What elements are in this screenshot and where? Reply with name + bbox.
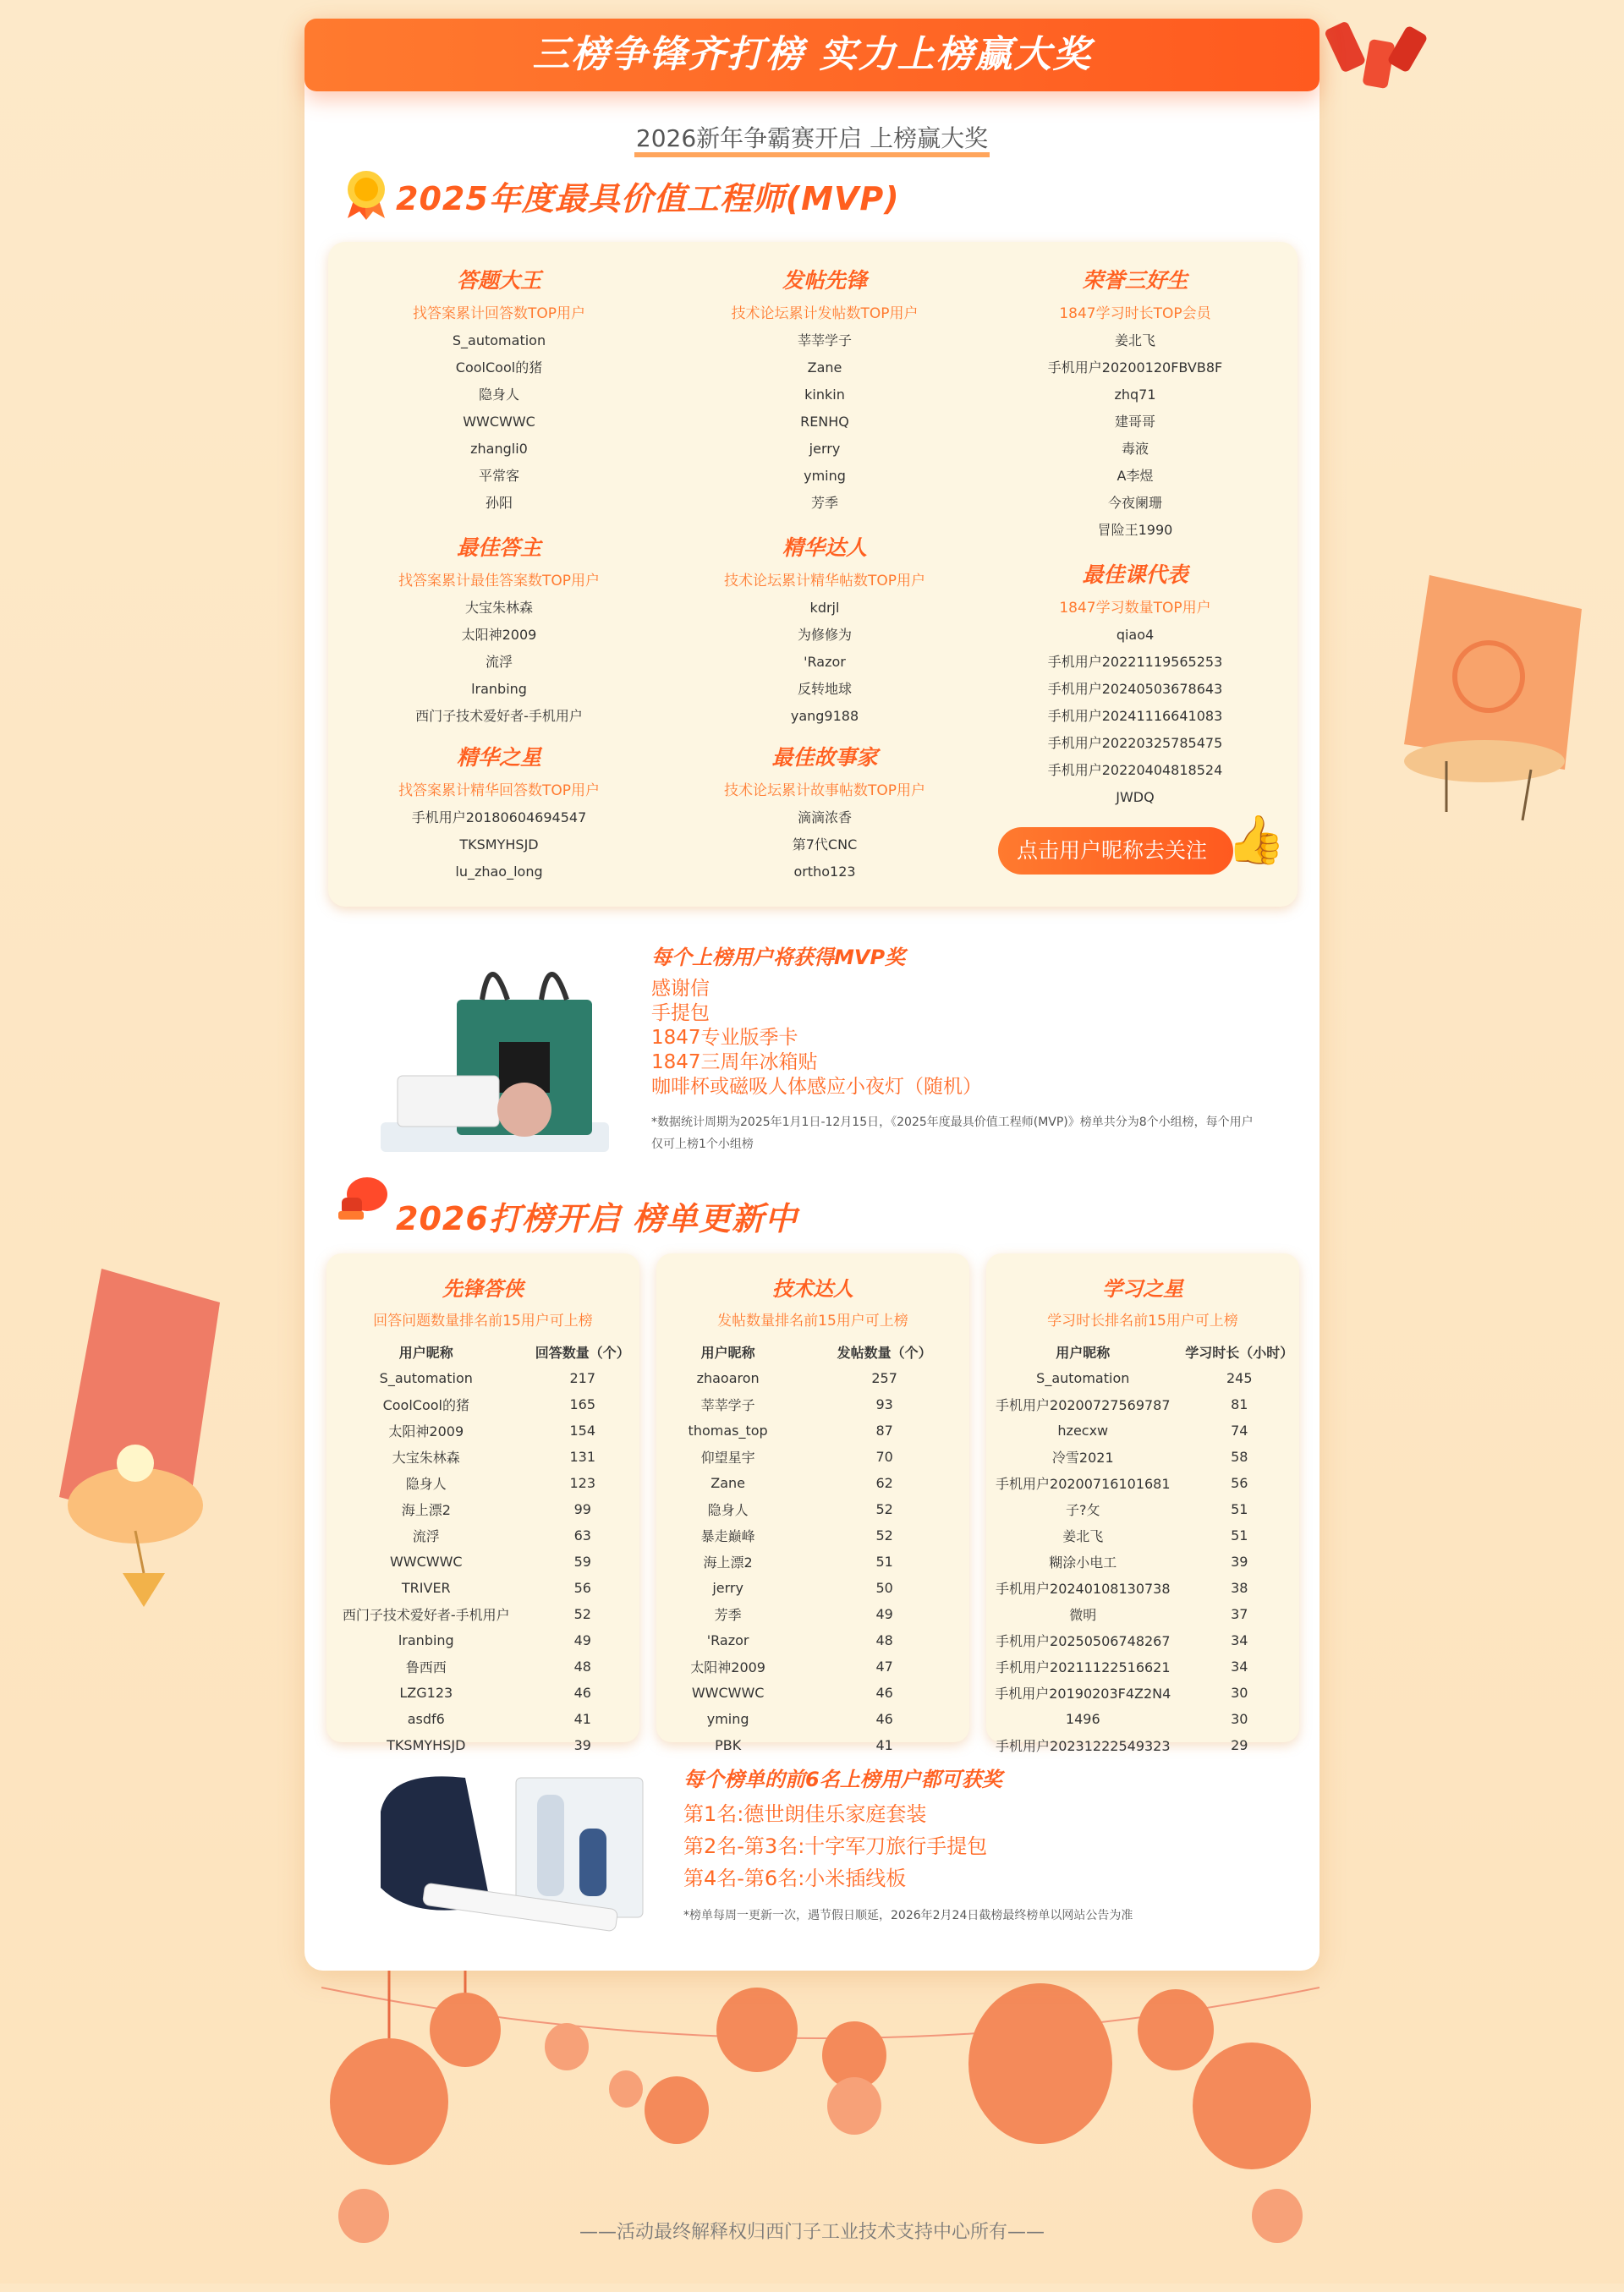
rank-panel-jishu-daren: [656, 1253, 969, 1753]
user-nickname[interactable]: S_automation: [379, 1370, 473, 1386]
category-name: 精华达人: [782, 535, 867, 560]
rank-value: 52: [875, 1501, 893, 1517]
user-link[interactable]: 芳季: [810, 495, 838, 511]
rank-value: 217: [569, 1370, 596, 1386]
table-row: [326, 1444, 639, 1470]
user-nickname[interactable]: 微明: [1069, 1607, 1097, 1623]
prize-item: 第2名-第3名:十字军刀旅行手提包: [683, 1834, 988, 1858]
table-row: [656, 1417, 969, 1444]
board-title: 技术达人: [772, 1277, 853, 1301]
board-title: 先锋答侠: [442, 1277, 524, 1301]
table-row: [986, 1470, 1299, 1496]
prize-item: 咖啡杯或磁吸人体感应小夜灯（随机）: [651, 1076, 982, 1098]
rank-value: 257: [871, 1370, 897, 1386]
rank-value: 51: [875, 1554, 893, 1570]
user-nickname[interactable]: 隐身人: [405, 1476, 447, 1492]
mvp-section-title: 2025年度最具价值工程师(MVP): [396, 180, 900, 217]
user-nickname[interactable]: TRIVER: [401, 1580, 451, 1596]
rank-value: 48: [573, 1659, 591, 1675]
rank-value: 165: [569, 1396, 596, 1412]
table-row: [326, 1732, 639, 1758]
user-link[interactable]: lranbing: [471, 681, 527, 697]
rank-value: 49: [573, 1632, 591, 1648]
user-nickname[interactable]: Zane: [710, 1475, 745, 1491]
table-row: [656, 1522, 969, 1549]
mvp-prize-title: 每个上榜用户将获得MVP奖: [651, 946, 906, 969]
board-desc: 发帖数量排名前15用户可上榜: [717, 1313, 908, 1330]
table-row: [656, 1496, 969, 1522]
weekly-footnote: *榜单每周一更新一次，遇节假日顺延，2026年2月24日截榜最终榜单以网站公告为准: [683, 1909, 1133, 1922]
category-fatie-xianfeng: [664, 264, 985, 517]
rank-value: 41: [573, 1711, 591, 1727]
category-name: 最佳课代表: [1082, 562, 1188, 587]
table-row: [326, 1496, 639, 1522]
follow-users-button[interactable]: 点击用户昵称去关注: [998, 827, 1233, 875]
user-nickname[interactable]: 手机用户20200716101681: [996, 1476, 1171, 1492]
user-nickname[interactable]: LZG123: [399, 1685, 453, 1701]
user-link[interactable]: 手机用户20220325785475: [1047, 735, 1223, 751]
user-link[interactable]: 滴滴浓香: [797, 809, 852, 825]
user-link[interactable]: CoolCool的猪: [455, 359, 543, 376]
table-row: [326, 1706, 639, 1732]
user-link[interactable]: ortho123: [793, 864, 856, 880]
board-desc: 回答问题数量排名前15用户可上榜: [373, 1313, 593, 1330]
top-banner: 三榜争锋齐打榜 实力上榜赢大奖: [304, 19, 1320, 91]
table-row: [986, 1680, 1299, 1706]
user-nickname[interactable]: 'Razor: [706, 1632, 749, 1648]
firecracker-decoration: [1315, 15, 1442, 125]
table-row: [986, 1653, 1299, 1680]
table-row: [326, 1653, 639, 1680]
user-link[interactable]: yang9188: [790, 708, 859, 724]
table-row: [986, 1601, 1299, 1627]
category-dati-dawang: [338, 264, 660, 517]
user-nickname[interactable]: 手机用户20200727569787: [996, 1397, 1171, 1413]
user-link[interactable]: 手机用户20200120FBVB8F: [1047, 359, 1223, 376]
user-link[interactable]: 手机用户20241116641083: [1047, 708, 1223, 724]
user-nickname[interactable]: 1496: [1065, 1711, 1100, 1727]
footer-disclaimer: ——活动最终解释权归西门子工业技术支持中心所有——: [579, 2222, 1045, 2243]
sky-lantern-left: [42, 1252, 254, 1615]
user-link[interactable]: 莘莘学子: [797, 332, 852, 348]
table-row: [986, 1522, 1299, 1549]
user-nickname[interactable]: 太阳神2009: [388, 1423, 464, 1439]
table-row: [326, 1365, 639, 1391]
rank-value: 34: [1231, 1632, 1248, 1648]
table-row: [986, 1496, 1299, 1522]
rank-value: 154: [569, 1423, 596, 1439]
user-link[interactable]: 手机用户20240503678643: [1047, 681, 1223, 697]
table-row: [656, 1391, 969, 1417]
rank-value: 52: [875, 1527, 893, 1544]
user-link[interactable]: WWCWWC: [463, 414, 535, 430]
user-link[interactable]: 'Razor: [804, 654, 846, 670]
table-row: [986, 1444, 1299, 1470]
user-link[interactable]: 手机用户20220404818524: [1047, 762, 1223, 778]
rank-value: 87: [875, 1423, 893, 1439]
table-row: [986, 1575, 1299, 1601]
rank-value: 39: [1231, 1554, 1248, 1570]
user-link[interactable]: 大宝朱林森: [464, 600, 533, 616]
user-link[interactable]: RENHQ: [800, 414, 849, 430]
table-row: [986, 1365, 1299, 1391]
user-link[interactable]: jerry: [809, 441, 841, 457]
rank-value: 93: [875, 1396, 893, 1412]
category-desc: 技术论坛累计故事帖数TOP用户: [723, 782, 926, 799]
table-row: [326, 1522, 639, 1549]
category-name: 最佳故事家: [771, 745, 878, 770]
rank-panel-xuexi-zhixing: [986, 1253, 1299, 1754]
col-header: 回答数量（个）: [535, 1344, 630, 1361]
table-row: [986, 1627, 1299, 1653]
rank-value: 30: [1231, 1685, 1248, 1701]
category-desc: 技术论坛累计精华帖数TOP用户: [723, 573, 926, 589]
rank-table: [656, 1338, 969, 1758]
user-nickname[interactable]: 大宝朱林森: [392, 1450, 460, 1466]
medal-icon: [343, 167, 390, 220]
user-link[interactable]: zhq71: [1114, 387, 1156, 403]
table-row: [986, 1417, 1299, 1444]
user-link[interactable]: lu_zhao_long: [455, 864, 543, 880]
category-desc: 1847学习数量TOP用户: [1059, 600, 1211, 617]
board-title: 学习之星: [1102, 1277, 1183, 1301]
rank-value: 46: [875, 1685, 893, 1701]
boxing-glove-icon: [337, 1174, 391, 1221]
user-nickname[interactable]: asdf6: [407, 1711, 445, 1727]
rank-value: 51: [1231, 1527, 1248, 1544]
prize-item: 第4名-第6名:小米插线板: [683, 1867, 907, 1890]
user-nickname[interactable]: 隐身人: [707, 1502, 749, 1518]
user-nickname[interactable]: 子?攵: [1066, 1502, 1100, 1518]
subtitle-text: 2026新年争霸赛开启 上榜赢大奖: [634, 124, 990, 157]
user-link[interactable]: 反转地球: [797, 681, 852, 697]
user-link[interactable]: 姜北飞: [1114, 332, 1155, 348]
table-row: [656, 1732, 969, 1758]
user-link[interactable]: A李煜: [1116, 468, 1154, 484]
category-desc: 技术论坛累计发帖数TOP用户: [731, 305, 919, 322]
rank-value: 74: [1231, 1423, 1248, 1439]
user-nickname[interactable]: 流浮: [412, 1528, 440, 1544]
col-header: 发帖数量（个）: [837, 1344, 932, 1361]
user-link[interactable]: 孙阳: [485, 495, 513, 511]
rank-value: 38: [1231, 1580, 1248, 1596]
rank-table: [986, 1338, 1299, 1758]
user-nickname[interactable]: thomas_top: [688, 1423, 768, 1439]
prize-item: 手提包: [651, 1002, 710, 1024]
user-link[interactable]: S_automation: [452, 332, 546, 348]
user-link[interactable]: zhangli0: [470, 441, 528, 457]
category-desc: 找答案累计最佳答案数TOP用户: [398, 573, 601, 589]
user-nickname[interactable]: 太阳神2009: [690, 1659, 765, 1675]
rank-value: 56: [573, 1580, 591, 1596]
col-header: 用户昵称: [1056, 1344, 1111, 1361]
user-nickname[interactable]: 手机用户20231222549323: [996, 1738, 1171, 1754]
rank-value: 62: [875, 1475, 893, 1491]
user-nickname[interactable]: 手机用户20250506748267: [996, 1633, 1171, 1649]
table-row: [656, 1653, 969, 1680]
prize-item: 第1名:德世朗佳乐家庭套装: [683, 1802, 927, 1826]
user-nickname[interactable]: TKSMYHSJD: [387, 1737, 466, 1753]
user-nickname[interactable]: 手机用户20190203F4Z2N4: [995, 1686, 1171, 1702]
user-link[interactable]: kdrjl: [809, 600, 840, 616]
prize-item: 1847专业版季卡: [651, 1027, 798, 1049]
user-nickname[interactable]: yming: [706, 1711, 749, 1727]
user-link[interactable]: 西门子技术爱好者-手机用户: [415, 708, 583, 724]
category-desc: 找答案累计精华回答数TOP用户: [398, 782, 601, 799]
mvp-footnote: *数据统计周期为2025年1月1日-12月15日，《2025年度最具价值工程师(MVP)》榜单共分为8个小组榜，每个用户仅可上榜1个小组榜: [651, 1116, 1254, 1151]
hanging-lanterns: [321, 1971, 1320, 2292]
rank-value: 29: [1231, 1737, 1248, 1753]
user-nickname[interactable]: 暴走巅峰: [700, 1528, 755, 1544]
rank-value: 63: [573, 1527, 591, 1544]
board-desc: 学习时长排名前15用户可上榜: [1047, 1313, 1238, 1330]
rank-value: 81: [1231, 1396, 1248, 1412]
rank-value: 48: [875, 1632, 893, 1648]
user-nickname[interactable]: 手机用户20211122516621: [996, 1659, 1171, 1675]
rank-value: 245: [1226, 1370, 1253, 1386]
table-row: [656, 1365, 969, 1391]
category-zuijia-gushijia: [664, 741, 985, 886]
col-header: 用户昵称: [398, 1344, 453, 1361]
rank-value: 46: [875, 1711, 893, 1727]
table-row: [656, 1444, 969, 1470]
table-row: [656, 1680, 969, 1706]
rank-value: 50: [875, 1580, 893, 1596]
user-link[interactable]: 隐身人: [478, 387, 519, 403]
rank-value: 30: [1231, 1711, 1248, 1727]
user-link[interactable]: Zane: [807, 359, 842, 376]
table-row: [986, 1549, 1299, 1575]
user-link[interactable]: 手机用户20180604694547: [411, 809, 587, 825]
table-row: [986, 1391, 1299, 1417]
rank-value: 41: [875, 1737, 893, 1753]
category-jinghua-zhixing: [338, 741, 660, 886]
user-nickname[interactable]: 西门子技术爱好者-手机用户: [342, 1607, 510, 1623]
weekly-prize-list: [683, 1798, 987, 1894]
rank-value: 47: [875, 1659, 893, 1675]
user-nickname[interactable]: lranbing: [398, 1632, 454, 1648]
category-rongyu-sanhaosheng: [974, 264, 1296, 544]
table-row: [326, 1391, 639, 1417]
user-nickname[interactable]: 冷雪2021: [1051, 1450, 1114, 1466]
user-nickname[interactable]: 糊涂小电工: [1049, 1555, 1117, 1571]
user-nickname[interactable]: jerry: [712, 1580, 743, 1596]
table-row: [656, 1601, 969, 1627]
category-name: 答题大王: [456, 268, 541, 293]
table-row: [326, 1575, 639, 1601]
rank-value: 52: [573, 1606, 591, 1622]
user-nickname[interactable]: 鲁西西: [405, 1659, 447, 1675]
user-link[interactable]: JWDQ: [1116, 789, 1155, 805]
rank-value: 39: [573, 1737, 591, 1753]
user-nickname[interactable]: S_automation: [1036, 1370, 1130, 1386]
table-row: [326, 1417, 639, 1444]
user-nickname[interactable]: 姜北飞: [1062, 1528, 1104, 1544]
mvp-prize-list: [651, 977, 982, 1099]
user-link[interactable]: 冒险王1990: [1097, 522, 1173, 538]
table-row: [656, 1706, 969, 1732]
rank-value: 56: [1231, 1475, 1248, 1491]
rank-value: 99: [573, 1501, 591, 1517]
table-row: [326, 1470, 639, 1496]
col-header: 用户昵称: [700, 1344, 755, 1361]
rank-value: 51: [1231, 1501, 1248, 1517]
table-row: [986, 1732, 1299, 1758]
user-nickname[interactable]: hzecxw: [1057, 1423, 1109, 1439]
rank-value: 131: [569, 1449, 596, 1465]
user-link[interactable]: 第7代CNC: [792, 836, 858, 853]
rank-value: 46: [573, 1685, 591, 1701]
sky-lantern-right: [1370, 558, 1624, 837]
prize-image-travel-bag: [364, 1761, 651, 1938]
category-zuijia-dazhu: [338, 531, 660, 730]
user-link[interactable]: yming: [804, 468, 846, 484]
category-name: 精华之星: [456, 745, 541, 770]
table-row: [656, 1627, 969, 1653]
user-nickname[interactable]: 莘莘学子: [700, 1397, 755, 1413]
user-link[interactable]: 流浮: [485, 654, 513, 670]
user-link[interactable]: 太阳神2009: [461, 627, 537, 643]
user-nickname[interactable]: WWCWWC: [691, 1685, 765, 1701]
user-nickname[interactable]: PBK: [715, 1737, 742, 1753]
user-nickname[interactable]: WWCWWC: [389, 1554, 463, 1570]
rank-value: 58: [1231, 1449, 1248, 1465]
user-nickname[interactable]: CoolCool的猪: [382, 1397, 469, 1413]
table-row: [656, 1470, 969, 1496]
table-row: [326, 1601, 639, 1627]
rank-value: 70: [875, 1449, 893, 1465]
category-desc: 1847学习时长TOP会员: [1059, 305, 1211, 322]
user-link[interactable]: 建哥哥: [1114, 414, 1155, 430]
rank-value: 59: [573, 1554, 591, 1570]
table-row: [656, 1549, 969, 1575]
category-name: 发帖先锋: [782, 268, 867, 293]
table-row: [326, 1680, 639, 1706]
user-nickname[interactable]: 仰望星宇: [700, 1450, 755, 1466]
rank-value: 49: [875, 1606, 893, 1622]
user-link[interactable]: 为修修为: [797, 627, 852, 643]
page-subtitle: [0, 120, 1624, 154]
user-link[interactable]: qiao4: [1116, 627, 1155, 643]
user-link[interactable]: 平常客: [478, 468, 519, 484]
user-nickname[interactable]: 海上漂2: [703, 1555, 753, 1571]
table-row: [326, 1549, 639, 1575]
user-link[interactable]: 毒液: [1121, 441, 1149, 457]
user-nickname[interactable]: 芳季: [714, 1607, 742, 1623]
category-jinghua-daren: [664, 531, 985, 730]
category-desc: 找答案累计回答数TOP用户: [412, 305, 586, 322]
table-row: [656, 1575, 969, 1601]
table-row: [986, 1706, 1299, 1732]
user-link[interactable]: 手机用户20221119565253: [1047, 654, 1223, 670]
user-nickname[interactable]: 海上漂2: [401, 1502, 451, 1518]
category-zuijia-kedaibiao: [974, 558, 1296, 811]
ranking-section-title: 2026打榜开启 榜单更新中: [396, 1200, 798, 1237]
rank-panel-xianfeng-daxia: [326, 1253, 639, 1753]
rank-value: 123: [569, 1475, 596, 1491]
category-name: 最佳答主: [456, 535, 541, 560]
user-link[interactable]: 今夜阑珊: [1107, 495, 1162, 511]
user-nickname[interactable]: zhaoaron: [696, 1370, 760, 1386]
rank-value: 34: [1231, 1659, 1248, 1675]
category-name: 荣誉三好生: [1082, 268, 1188, 293]
col-header: 学习时长（小时）: [1185, 1344, 1294, 1361]
weekly-prize-title: 每个榜单的前6名上榜用户都可获奖: [683, 1768, 1002, 1791]
prize-item: 感谢信: [651, 978, 710, 1000]
prize-item: 1847三周年冰箱贴: [651, 1051, 818, 1073]
rank-table: [326, 1338, 639, 1758]
prize-image-tote-bag: [364, 949, 617, 1160]
thumbs-up-icon: 👍: [1226, 813, 1286, 868]
rank-value: 37: [1231, 1606, 1248, 1622]
table-row: [326, 1627, 639, 1653]
user-link[interactable]: kinkin: [804, 387, 845, 403]
user-link[interactable]: TKSMYHSJD: [459, 836, 539, 853]
user-nickname[interactable]: 手机用户20240108130738: [996, 1581, 1171, 1597]
